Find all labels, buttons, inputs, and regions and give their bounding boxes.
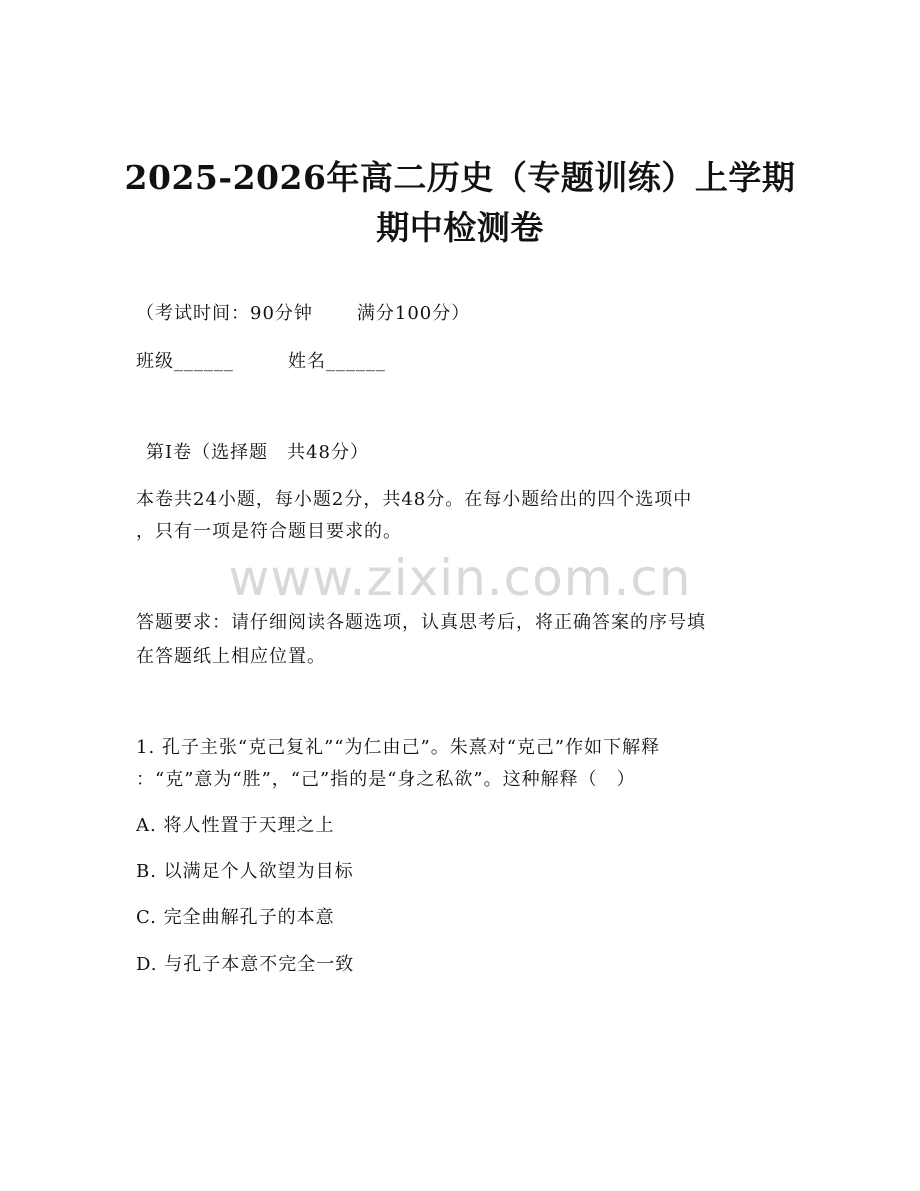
answer-req-line1: 答题要求：请仔细阅读各题选项，认真思考后，将正确答案的序号填 bbox=[136, 612, 706, 633]
exam-info bbox=[136, 302, 470, 326]
student-info bbox=[136, 350, 386, 374]
option-a: A. 将人性置于天理之上 bbox=[136, 815, 335, 836]
exam-time: （考试时间：90分钟 bbox=[136, 303, 313, 324]
option-c: C. 完全曲解孔子的本意 bbox=[136, 907, 335, 928]
option-b: B. 以满足个人欲望为目标 bbox=[136, 861, 354, 882]
question-1-line1: 1. 孔子主张“克己复礼”“为仁由己”。朱熹对“克己”作如下解释 bbox=[136, 737, 661, 758]
answer-req-line2: 在答题纸上相应位置。 bbox=[136, 646, 326, 667]
name-field: 姓名______ bbox=[288, 351, 386, 372]
section-heading: 第Ⅰ卷（选择题 共48分） bbox=[146, 442, 370, 463]
page-title-line2: 期中检测卷 bbox=[376, 208, 544, 247]
page-title-line1: 2025-2026年高二历史（专题训练）上学期 bbox=[124, 158, 796, 197]
section-desc-line1: 本卷共24小题，每小题2分，共48分。在每小题给出的四个选项中 bbox=[136, 489, 693, 510]
class-field: 班级______ bbox=[136, 351, 234, 372]
section-desc-line2: ，只有一项是符合题目要求的。 bbox=[136, 521, 402, 542]
watermark: www.zixin.com.cn bbox=[228, 549, 692, 607]
question-1-line2: ：“克”意为“胜”，“己”指的是“身之私欲”。这种解释（ ） bbox=[136, 769, 636, 790]
full-score: 满分100分） bbox=[356, 303, 471, 324]
option-d: D. 与孔子本意不完全一致 bbox=[136, 954, 355, 975]
